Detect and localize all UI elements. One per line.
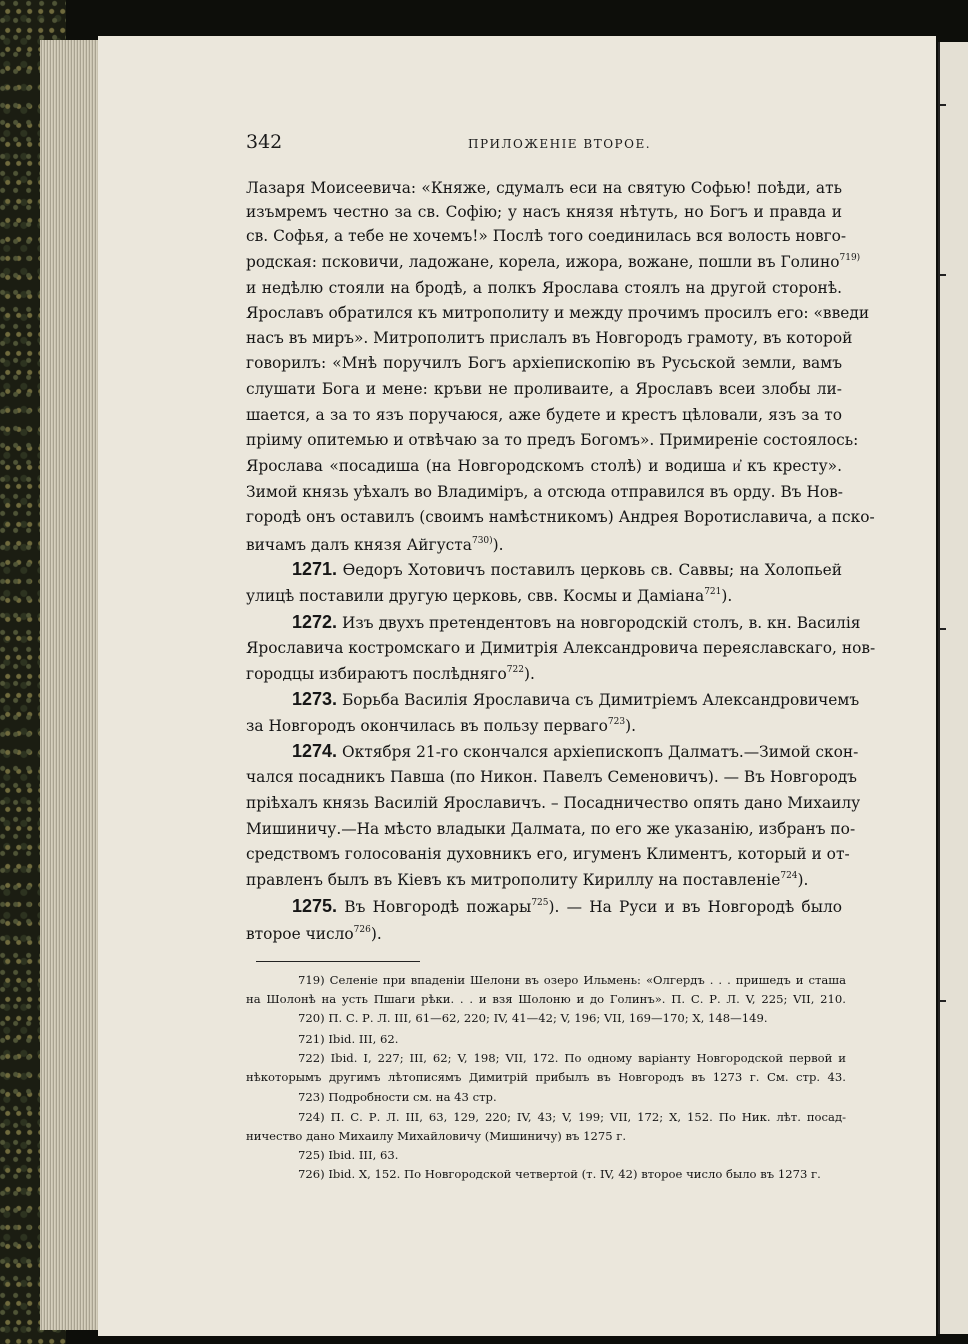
text-line: слушати Бога и мене: кръви не проливаите, а Ярославъ всеи злобы ли- — [246, 380, 842, 398]
binding-stitch — [938, 274, 946, 276]
text-line: изъмремъ честно за св. Софію; у насъ князя нѣтуть, но Богъ и правда и — [246, 203, 842, 221]
text-line: Лазаря Моисеевича: «Княже, сдумалъ еси на святую Софью! поѣди, ать — [246, 179, 842, 197]
text-line: говорилъ: «Мнѣ поручилъ Богъ архіепископію въ Русьской земли, вамъ — [246, 354, 842, 372]
text-line: Ярослава «посадиша (на Новгородскомъ столѣ) и водиша и҆ къ кресту». — [246, 457, 842, 475]
footnote-724-cont: ничество дано Михаилу Михайловичу (Мишиничу) въ 1275 г. — [246, 1129, 627, 1143]
year-label: 1275. — [292, 896, 338, 916]
footnote-rule — [256, 961, 420, 962]
running-title: ПРИЛОЖЕНІЕ ВТОРОЕ. — [468, 137, 652, 151]
footnote-723: 723) Подробности см. на 43 стр. — [298, 1090, 497, 1104]
entry-1275: 1275. Въ Новгородѣ пожары$^{725}$). — На Руси и въ Новгородѣ было — [292, 896, 842, 916]
footnote-722: 722) Ibid. I, 227; III, 62; V, 198; VII, 172. По одному варіанту Новгородской первой и — [298, 1051, 846, 1065]
text-line: пріѣхалъ князь Василій Ярославичъ. – Посадничество опять дано Михаилу — [246, 794, 861, 812]
footnote-726: 726) Ibid. X, 152. По Новгородской четвертой (т. IV, 42) второе число было въ 1273 г. — [298, 1167, 821, 1181]
footnote-724: 724) П. С. Р. Л. III, 63, 129, 220; IV, 43; V, 199; VII, 172; X, 152. По Ник. лѣт. посад- — [298, 1110, 846, 1124]
text-line: средствомъ голосованія духовникъ его, игуменъ Климентъ, который и от- — [246, 845, 850, 863]
text-line: городцы избираютъ послѣдняго$^{722}$). — [246, 665, 535, 683]
year-label: 1272. — [292, 612, 338, 632]
facing-page-edge — [938, 42, 968, 1334]
page-number: 342 — [246, 131, 283, 153]
footnote-722-cont: нѣкоторымъ другимъ лѣтописямъ Димитрій прибылъ въ Новгородъ въ 1273 г. См. стр. 43. — [246, 1070, 846, 1084]
footnote-719-cont: на Шолонѣ на усть Пшаги рѣки. . . и взя Шолоню и до Голинъ». П. С. Р. Л. V, 225; VII, 210. — [246, 992, 846, 1006]
binding-stitch — [938, 1000, 946, 1002]
entry-1271: 1271. Ѳедоръ Хотовичъ поставилъ церковь св. Саввы; на Холопьей — [292, 559, 842, 579]
text-line: пріиму опитемью и отвѣчаю за то предъ Богомъ». Примиреніе состоялось: — [246, 431, 859, 449]
entry-1272: 1272. Изъ двухъ претендентовъ на новгородскій столъ, в. кн. Василія — [292, 612, 861, 632]
text-line: св. Софья, а тебе не хочемъ!» Послѣ того соединилась вся волость новго- — [246, 227, 847, 245]
entry-1273: 1273. Борьба Василія Ярославича съ Димитріемъ Александровичемъ — [292, 689, 860, 709]
footnote-720: 720) П. С. Р. Л. III, 61—62, 220; IV, 41—42; V, 196; VII, 169—170; X, 148—149. — [298, 1011, 768, 1025]
entry-1274: 1274. Октября 21-го скончался архіепископъ Далматъ.—Зимой скон- — [292, 741, 859, 761]
text-line: и недѣлю стояли на бродѣ, а полкъ Ярослава стоялъ на другой сторонѣ. — [246, 279, 842, 297]
text-line: насъ въ миръ». Митрополитъ прислалъ въ Новгородъ грамоту, въ которой — [246, 329, 853, 347]
year-label: 1274. — [292, 741, 338, 761]
text-line: Зимой князь уѣхалъ во Владиміръ, а отсюда отправился въ орду. Въ Нов- — [246, 483, 844, 501]
text-line: Ярославъ обратился къ митрополиту и между прочимъ просилъ его: «введи — [246, 304, 870, 322]
text-line: вичамъ далъ князя Айгуста$^{730)}$). — [246, 536, 504, 554]
footnote-719: 719) Селеніе при впаденіи Шелони въ озеро Ильмень: «Олгердъ . . . пришедъ и сташа — [298, 973, 846, 987]
text-line: родская: псковичи, ладожане, корела, ижора, вожане, пошли въ Голино$^{719)}$ — [246, 253, 861, 271]
text-line: чался посадникъ Павша (по Никон. Павелъ Семеновичъ). — Въ Новгородъ — [246, 768, 857, 786]
text-line: правленъ былъ въ Кіевъ къ митрополиту Кириллу на поставленіе$^{724}$). — [246, 871, 809, 889]
page-edges — [40, 40, 102, 1330]
text-line: шается, а за то язъ поручаюся, аже будете и крестъ цѣловали, язъ за то — [246, 406, 842, 424]
year-label: 1273. — [292, 689, 338, 709]
text-line: за Новгородъ окончилась въ пользу перваго$^{723}$). — [246, 717, 636, 735]
text-line: Ярославича костромскаго и Димитрія Александровича переяславскаго, нов- — [246, 639, 876, 657]
year-label: 1271. — [292, 559, 338, 579]
text-line: городѣ онъ оставилъ (своимъ намѣстникомъ) Андрея Воротиславича, а пско- — [246, 508, 875, 526]
binding-stitch — [938, 104, 946, 106]
footnote-721: 721) Ibid. III, 62. — [298, 1032, 399, 1046]
binding-stitch — [938, 628, 946, 630]
text-line: второе число$^{726}$). — [246, 925, 382, 943]
text-line: Мишиничу.—На мѣсто владыки Далмата, по его же указанію, избранъ по- — [246, 820, 856, 838]
text-line: улицѣ поставили другую церковь, свв. Космы и Даміана$^{721}$). — [246, 587, 733, 605]
footnote-725: 725) Ibid. III, 63. — [298, 1148, 399, 1162]
